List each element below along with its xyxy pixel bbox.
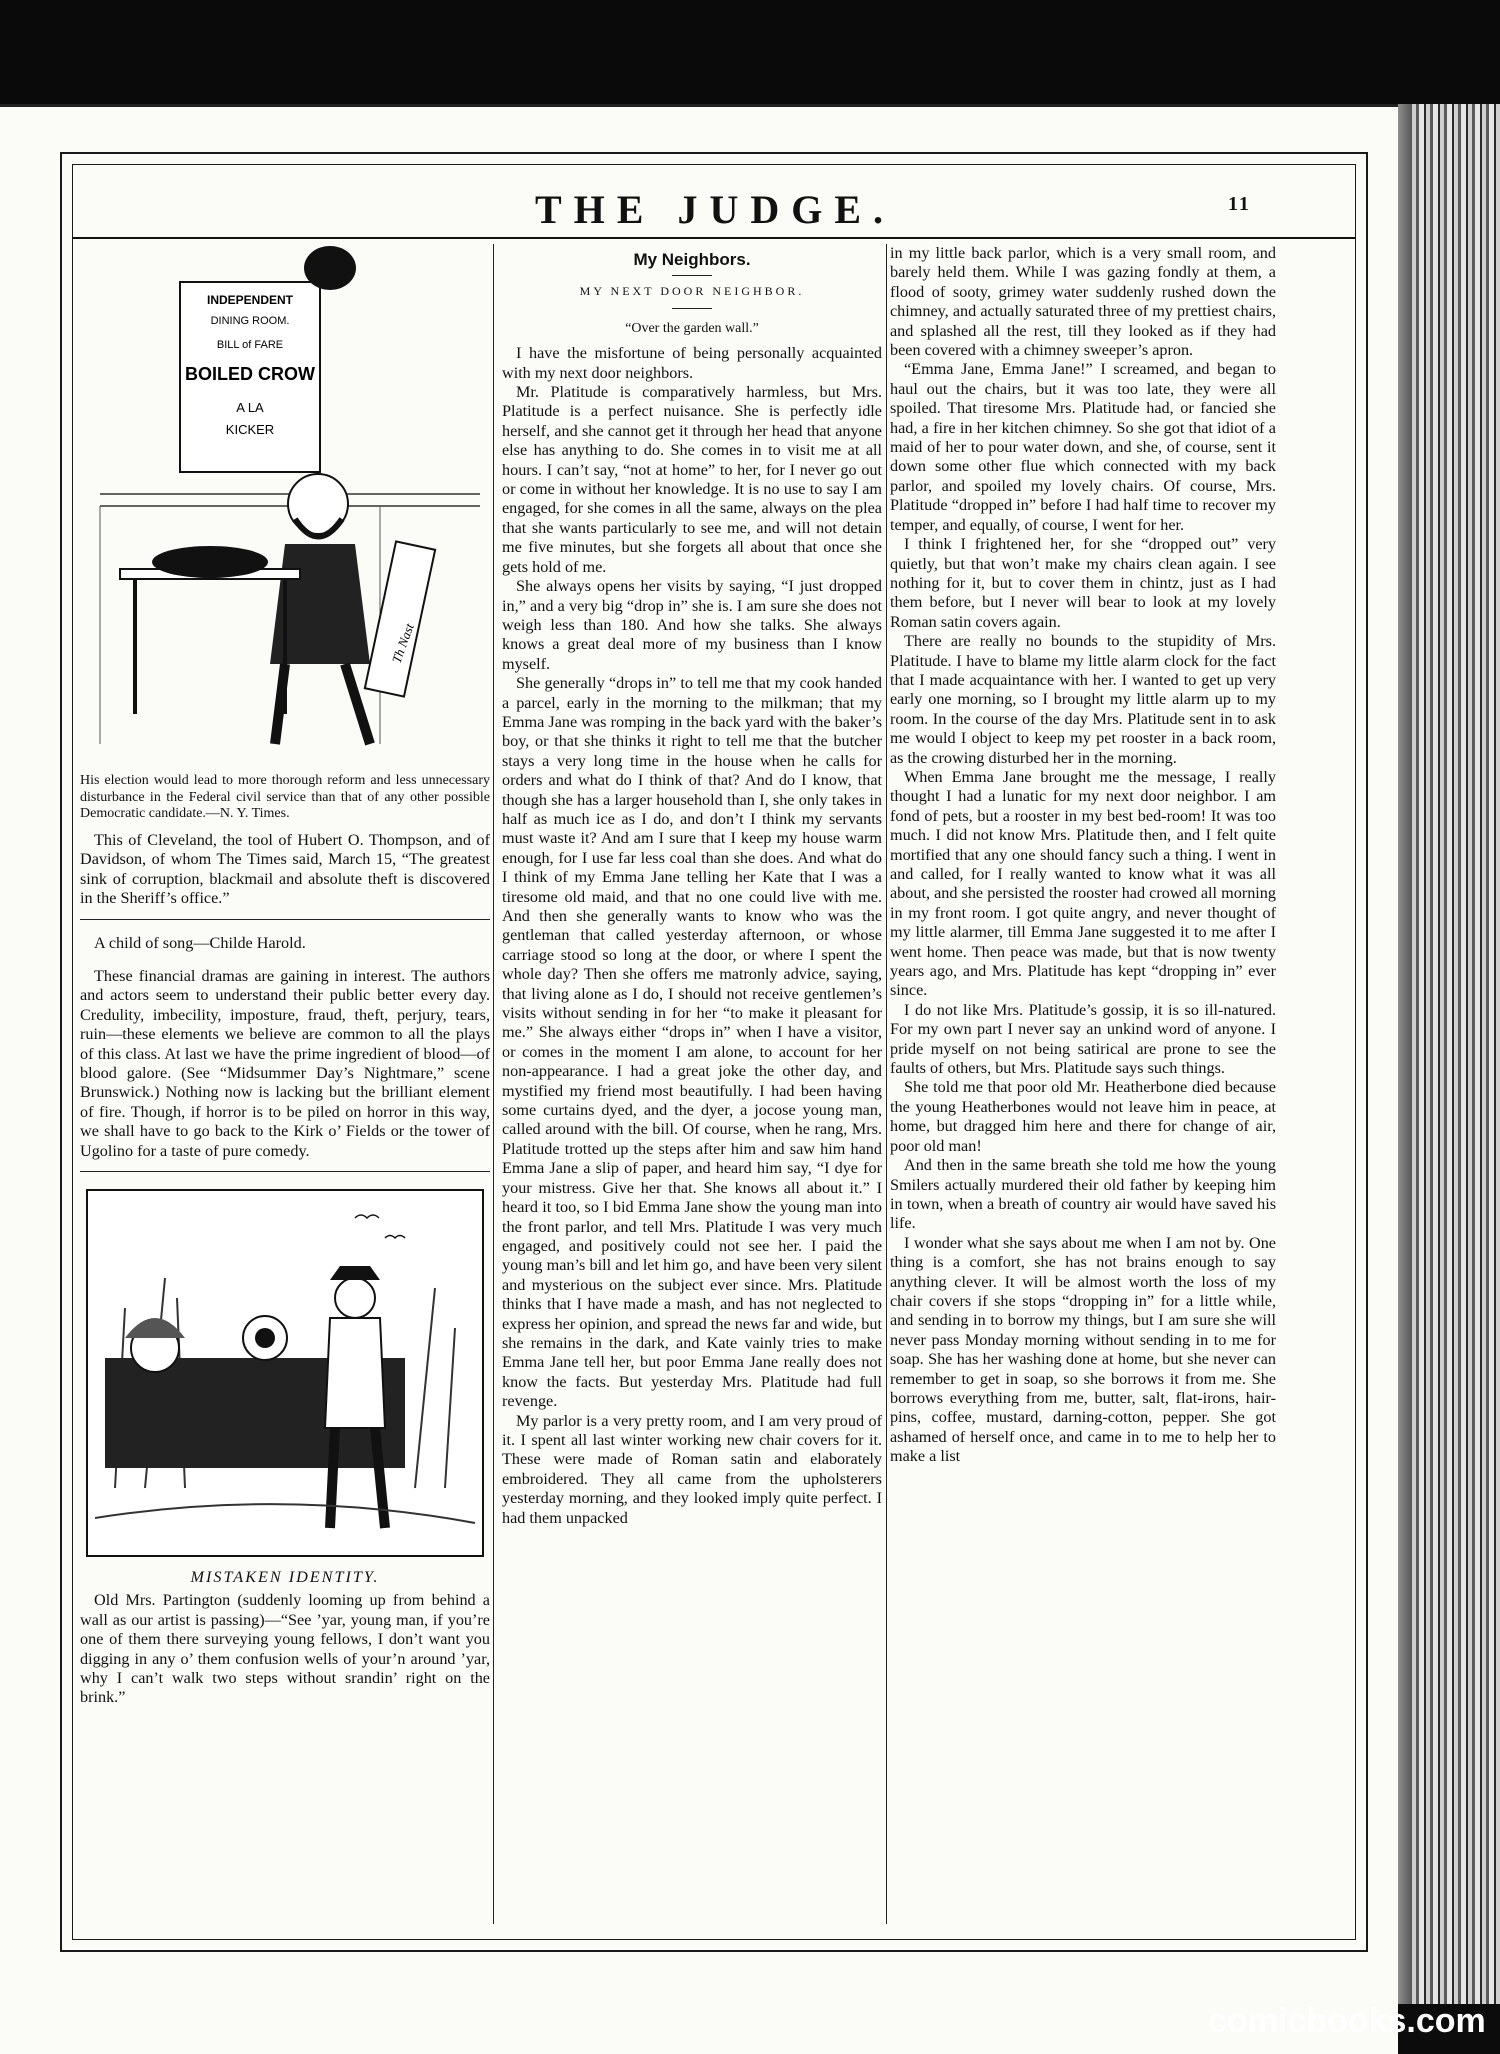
masthead-title: THE JUDGE. <box>534 187 896 232</box>
article-paragraph: She told me that poor old Mr. Heatherbone died because the young Heatherbones would not leave him in peace, at home, but dragged him here and there for change of air, poor old man! <box>890 1078 1276 1155</box>
sign-line-6: KICKER <box>225 422 275 437</box>
article-paragraph: Mr. Platitude is comparatively harmless, but Mrs. Platitude is a perfect nuisance. She is perfectly idle herself, and she cannot get it through her head that anyone else has anything to do. She comes in to visit me at all hours. I can’t say, “not at home” to her, for I never go out or come in without her knowledge. It is no use to say I am engaged, for she comes in all the same, always on the plea that she wants particularly to see me, and will not detain me five minutes, but she forgets all about that once she gets hold of me. <box>502 383 882 576</box>
sign-line-3: BILL of FARE <box>216 339 284 351</box>
article-paragraph: She generally “drops in” to tell me that my cook handed a parcel, early in the morning to the milkman; that my Emma Jane was romping in the back yard with the baker’s boy, or that she thinks it right to tell me that the butcher stays a very long time in the house when he calls for orders and what do I think of that? And do I know, that though she has a larger household than I, she only takes in half as much ice as I do, and don’t I think my servants must waste it? And am I sure that I keep my house warm enough, for I use far less coal than she does. And what do I think of my Emma Jane telling her Kate that I was a tiresome old maid, and that no one could live with me. And then she generally wants to know who was the gentleman that called yesterday afternoon, or whose carriage stood so long at the door, or where I spent the whole day? Then she offers me matronly advice, saying, that living alone as I do, I should not receive gentlemen’s visits without sending in for her “to make it pleasant for me.” She always either “drops in” when I have a visitor, or comes in the moment I am alone, to account for her non-appearance. I had a great joke the other day, and mystified my friend most beautifully. I had been having some curtains dyed, and the dyer, a jocose young man, called around with the bill. Of course, when he rang, Mrs. Platitude trotted up the steps after him and saw him hand Emma Jane a slip of paper, and heard him say, “I dye for your mistress. Give her that. She knows all about it.” I heard it too, so I bid Emma Jane show the young man into the front parlor, and tell Mrs. Platitude I was very much engaged, and positively could not see her. I paid the young man’s bill and let him go, and have been very silent and mysterious on the subject ever since. Mrs. Platitude thinks that I have made a mash, and has not neglected to express her opinion, and spread the news far and wide, but she remains in the dark, and Kate vainly tries to make Emma Jane tell her, but poor Emma Jane really does not know the facts. But yesterday Mrs. Platitude had full revenge. <box>502 674 882 1411</box>
sign-line-2: DINING ROOM. <box>210 315 290 327</box>
page-number: 11 <box>1228 193 1251 215</box>
column-rule-1 <box>493 244 494 1924</box>
title-rule <box>672 275 712 276</box>
cartoon1-caption: His election would lead to more thorough reform and less unnecessary disturbance in the Federal civil service than that of any other possible Democratic candidate.—N. Y. Times. <box>80 773 490 822</box>
sign-line-1: INDEPENDENT <box>206 293 294 307</box>
cartoon-boiled-crow <box>80 244 490 764</box>
article-paragraph: I do not like Mrs. Platitude’s gossip, it is so ill-natured. For my own part I never say an unkind word of anyone. I pride myself on not being satirical are prone to see the faults of others, but Mrs. Platitude says such things. <box>890 1000 1276 1078</box>
cleveland-paragraph: This of Cleveland, the tool of Hubert O. Thompson, and of Davidson, of whom The Times said, March 15, “The greatest sink of corruption, blackmail and absolute theft is discovered in the Sheriff’s office.” <box>80 830 490 908</box>
watermark: comicbooks.com <box>1208 2002 1486 2040</box>
scan-top-band <box>0 0 1500 104</box>
article-paragraph: My parlor is a very pretty room, and I am very proud of it. I spent all last winter working new chair covers for it. These were made of Roman satin and elaborately embroidered. They all came from the upholsterers yesterday morning, and they looked imply quite perfect. I had them unpacked <box>502 1411 882 1527</box>
masthead-rule <box>73 237 1355 239</box>
article-paragraph: And then in the same breath she told me how the young Smilers actually murdered their old father by keeping him in town, when a breath of country air would have saved his life. <box>890 1156 1276 1233</box>
article-paragraph: She always opens her visits by saying, “I just dropped in,” and a very big “drop in” she is. I am sure she does not weigh less than 180. And how she talks. She always knows a great deal more of my business than I know myself. <box>502 577 882 673</box>
financial-dramas-paragraph: These financial dramas are gaining in interest. The authors and actors seem to understand their public better every day. Credulity, imbecility, imposture, fraud, theft, perjury, tears, ruin—these elements we believe are common to all the plays of this class. At last we have the prime ingredient of blood—of blood galore. (See “Midsummer Day’s Nightmare,” scene Brunswick.) Nothing now is lacking but the brilliant element of fire. Though, if horror is to be piled on horror in this way, we shall have to go back to the Kirk o’ Fields or the tower of Ugolino for a taste of pure comedy. <box>80 966 490 1160</box>
page-top-rule <box>0 104 1398 107</box>
left-column <box>80 244 490 1708</box>
cartoon2-caption: Old Mrs. Partington (suddenly looming up from behind a wall as our artist is passing)—“See ’yar, young man, if you’re one of them there surveying young fellows, I don’t want you digging in any o’ them confusion wells of your’n around ’yar, why I can’t walk two steps without srandin’ right on the brink.” <box>80 1591 490 1707</box>
book-page-edges <box>1412 104 1500 2004</box>
section-rule <box>80 919 490 920</box>
cartoon2-title: MISTAKEN IDENTITY. <box>190 1568 380 1586</box>
article-title: My Neighbors. <box>633 250 751 269</box>
column-rule-2 <box>886 244 887 1924</box>
article-paragraph: “Emma Jane, Emma Jane!” I screamed, and began to haul out the chairs, but it was too late, they were all spoiled. That tiresome Mrs. Platitude had, or fancied she had, a fire in her kitchen chimney. So she got that idiot of a maid of her to pour water down, and she, of course, sent it down some other flue which connected with my back parlor, and spoiled my lovely chairs. Of course, Mrs. Platitude “dropped in” before I had half time to recover my temper, and equally, of course, I went for her. <box>890 360 1276 534</box>
subtitle-rule <box>672 308 712 309</box>
right-column <box>890 244 1276 1467</box>
article-subtitle: MY NEXT DOOR NEIGHBOR. <box>579 284 805 299</box>
article-paragraph: When Emma Jane brought me the message, I really thought I had a lunatic for my next door neighbor. I am fond of pets, but a rooster in my best bed-room! It was too much. I did not know Mrs. Platitude then, and I felt quite mortified that any one should fancy such a thing. I went in and called, for I really wanted to know what it was all about, and she persisted the rooster had crowed all morning in my front room. I got quite angry, and never thought of my little alarmer, till Emma Jane suggested it to me after I went home. Then peace was made, but that is now twenty years ago, and Mrs. Platitude has kept “dropping in” ever since. <box>890 767 1276 1000</box>
article-paragraph: I have the misfortune of being personally acquainted with my next door neighbors. <box>502 344 882 382</box>
article-paragraph: I wonder what she says about me when I am not by. One thing is a comfort, she has not brains enough to say anything clever. It will be almost worth the loss of my chair covers if she stops “dropping in” for a little while, and sending in to borrow my things, but I am sure she will never pass Monday morning without sending in to me for soap. She has her washing done at home, but she never can remember to get in soap, so she borrows it from me. She borrows everything from me, butter, salt, flat-irons, hair-pins, coffee, mustard, darning-cotton, pepper. She got ashamed of herself once, and came in to me to help her to make a list <box>890 1233 1276 1466</box>
article-epigraph: “Over the garden wall.” <box>625 320 759 336</box>
article-paragraph: I think I frightened her, for she “dropped out” very quietly, but that won’t make my chairs clean again. I see nothing for it, but to cover them in chintz, just as I had them before, but I never will bear to look at my lovely Roman satin covers again. <box>890 535 1276 631</box>
article-paragraph: There are really no bounds to the stupidity of Mrs. Platitude. I have to blame my little alarm clock for the fact that I made acquaintance with her. I wanted to get up very early one morning, so I brought my little alarm up to my room. In the course of the day Mrs. Platitude sent in to ask me would I object to keep my pet rooster in a back room, as the crowing disturbed her in the morning. <box>890 632 1276 767</box>
article-paragraph: in my little back parlor, which is a very small room, and barely held them. While I was gazing fondly at them, a flood of sooty, grimey water suddenly rushed down the chimney, and actually saturated three of my prettiest chairs, and splashed all the rest, till they looked as if they had been covered with a chimney sweeper’s apron. <box>890 244 1276 360</box>
middle-column <box>502 244 882 1528</box>
crow-icon <box>152 546 268 578</box>
section-rule-2 <box>80 1171 490 1172</box>
sign-line-5: A LA <box>236 400 264 415</box>
cartoon-signature: Th Nast <box>388 621 417 666</box>
cartoon-mistaken-identity <box>85 1188 485 1558</box>
child-of-song: A child of song—Childe Harold. <box>94 933 306 952</box>
sign-line-4: BOILED CROW <box>185 364 315 384</box>
hat-icon <box>304 246 356 290</box>
